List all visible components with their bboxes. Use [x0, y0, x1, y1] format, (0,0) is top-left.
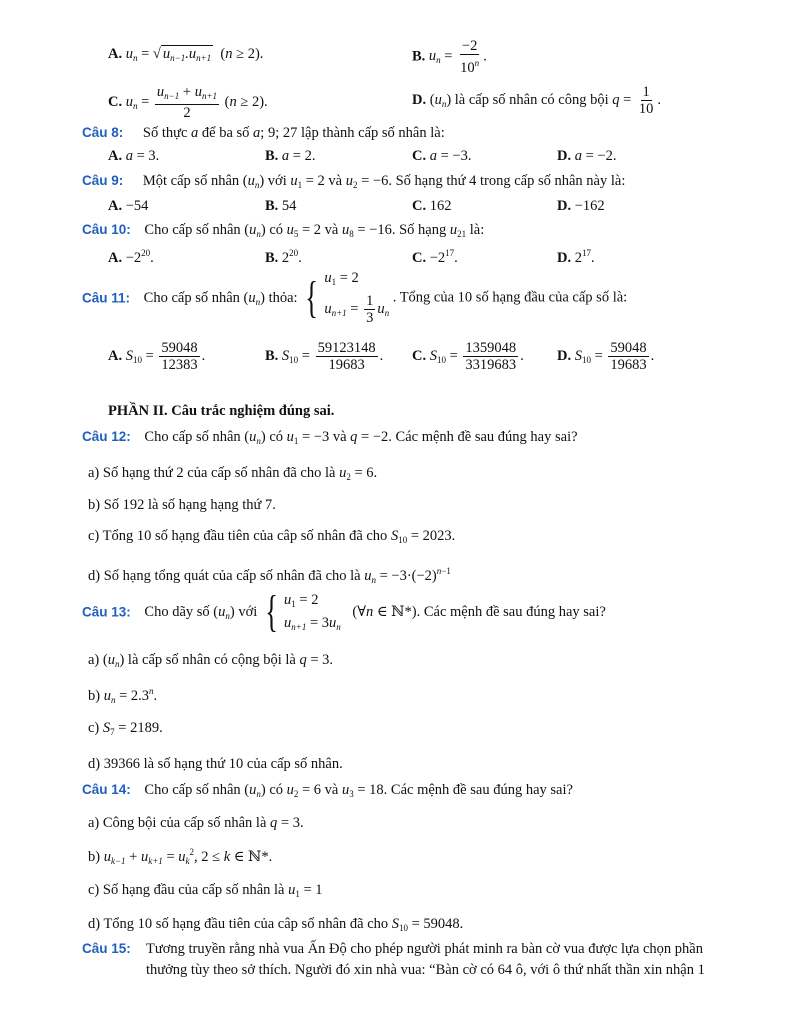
q14-statement-c: c) Số hạng đầu của cấp số nhân là $u_1 = 1$: [88, 882, 323, 899]
q13-statement-b: b) $u_n = 2.3^n$.: [88, 686, 158, 705]
question-11: Câu 11: Cho cấp số nhân $(u_n)$ thỏa: { $u_1 = 2$ $u_{n+1}$ = $\frac{1}{3}$ $u_n$ . Tổng của 10 số hạng đầu của cấp số là:: [82, 270, 628, 326]
q14-statement-b: b) $u_{k-1} + u_{k+1} = u_k^2$, 2 ≤ k ∈ ℕ*.: [88, 847, 273, 866]
prev-option-c: C. $u_n$ = $\frac{u_{n-1} + u_{n+1}}{2}$ (n ≥ 2).: [108, 84, 268, 121]
question-12: Câu 12: Cho cấp số nhân $(u_n)$ có $u_1 = -3$ và q = −2. Các mệnh đề sau đúng hay sai?: [82, 429, 578, 446]
question-10: Câu 10: Cho cấp số nhân $(u_n)$ có $u_5 = 2$ và $u_8 = -16$. Số hạng $u_{21}$ là:: [82, 222, 485, 239]
question-label: Câu 13:: [82, 604, 131, 620]
q11-option-a: A. $S_{10}$ = $\frac{59048}{12383}$ .: [108, 340, 206, 373]
q8-option-c: C. a = −3.: [412, 148, 472, 164]
q12-statement-b: b) Số 192 là số hạng hạng thứ 7.: [88, 497, 276, 513]
prev-option-b: B. $u_n$ = $\frac{-2}{10^n}$ .: [412, 38, 487, 76]
q14-statement-a: a) Công bội của cấp số nhân là q = 3.: [88, 815, 304, 831]
recurrence-system: { $u_1 = 2$ $u_{n+1} = 3u_n$: [265, 587, 341, 636]
q11-option-b: B. $S_{10}$ = $\frac{59123148}{19683}$ .: [265, 340, 384, 373]
prev-option-d: D. $(u_n)$ là cấp số nhân có công bội q = $\frac{1}{10}$ .: [412, 84, 662, 117]
q15-line-2: thưởng tùy theo sở thích. Người đó xin nhà vua: “Bàn cờ có 64 ô, với ô thứ nhất thần xin nhận 1: [146, 962, 705, 978]
q8-option-d: D. a = −2.: [557, 148, 617, 164]
q12-statement-c: c) Tổng 10 số hạng đầu tiên của câp số nhân đã cho $S_{10} = 2023$.: [88, 528, 456, 545]
question-label: Câu 8:: [82, 125, 124, 140]
recurrence-system: { $u_1 = 2$ $u_{n+1}$ = $\frac{1}{3}$ $u_n$: [305, 270, 390, 326]
question-label: Câu 10:: [82, 222, 131, 237]
q9-option-d: D. −162: [557, 198, 605, 214]
q8-option-a: A. a = 3.: [108, 148, 160, 164]
question-label: Câu 15:: [82, 941, 131, 956]
q10-option-c: C. $-2^{17}$.: [412, 248, 458, 266]
q9-option-a: A. −54: [108, 198, 149, 214]
q10-option-a: A. $-2^{20}$.: [108, 248, 154, 266]
q9-option-b: B. 54: [265, 198, 297, 214]
question-9: Câu 9: Một cấp số nhân $(u_n)$ với $u_1 = 2$ và $u_2 = -6$. Số hạng thứ 4 trong cấp số nhân này là:: [82, 173, 626, 190]
q13-statement-a: a) $(u_n)$ là cấp số nhân có cộng bội là q = 3.: [88, 652, 334, 669]
q12-statement-a: a) Số hạng thứ 2 của cấp số nhân đã cho là $u_2 = 6$.: [88, 465, 378, 482]
q13-statement-d: d) 39366 là số hạng thứ 10 của cấp số nhân.: [88, 756, 343, 772]
prev-option-a: A. $u_n$ = √ $u_{n-1}.u_{n+1}$ (n ≥ 2).: [108, 46, 264, 63]
question-14: Câu 14: Cho cấp số nhân $(u_n)$ có $u_2 = 6$ và $u_3 = 18$. Các mệnh đề sau đúng hay sai?: [82, 782, 573, 799]
q8-option-b: B. a = 2.: [265, 148, 316, 164]
q10-option-d: D. $2^{17}$.: [557, 248, 595, 266]
question-label: Câu 12:: [82, 429, 131, 444]
question-label: Câu 11:: [82, 290, 131, 306]
question-label: Câu 14:: [82, 782, 131, 797]
q10-option-b: B. $2^{20}$.: [265, 248, 302, 266]
q14-statement-d: d) Tổng 10 số hạng đầu tiên của câp số nhân đã cho $S_{10} = 59048$.: [88, 916, 464, 933]
q11-option-c: C. $S_{10}$ = $\frac{1359048}{3319683}$ .: [412, 340, 524, 373]
question-8: Câu 8: Số thực a để ba số a; 9; 27 lập thành cấp số nhân là:: [82, 125, 445, 141]
q11-option-d: D. $S_{10}$ = $\frac{59048}{19683}$ .: [557, 340, 655, 373]
question-label: Câu 9:: [82, 173, 124, 188]
q9-option-c: C. 162: [412, 198, 452, 214]
q12-statement-d: d) Số hạng tổng quát của cấp số nhân đã cho là $u_n = -3\cdot(-2)^{n-1}$: [88, 566, 451, 585]
q13-statement-c: c) $S_7 = 2189$.: [88, 720, 163, 737]
q15-line-1: Tương truyền rằng nhà vua Ấn Độ cho phép người phát minh ra bàn cờ vua được lựa chọn phần: [146, 941, 703, 957]
question-13: Câu 13: Cho dãy số $(u_n)$ với { $u_1 = 2$ $u_{n+1} = 3u_n$ (∀n ∈ ℕ*). Các mệnh đề sau đúng hay sai?: [82, 587, 606, 636]
part-heading: PHẦN II. Câu trắc nghiệm đúng sai.: [108, 403, 335, 419]
question-15: [82, 941, 131, 958]
